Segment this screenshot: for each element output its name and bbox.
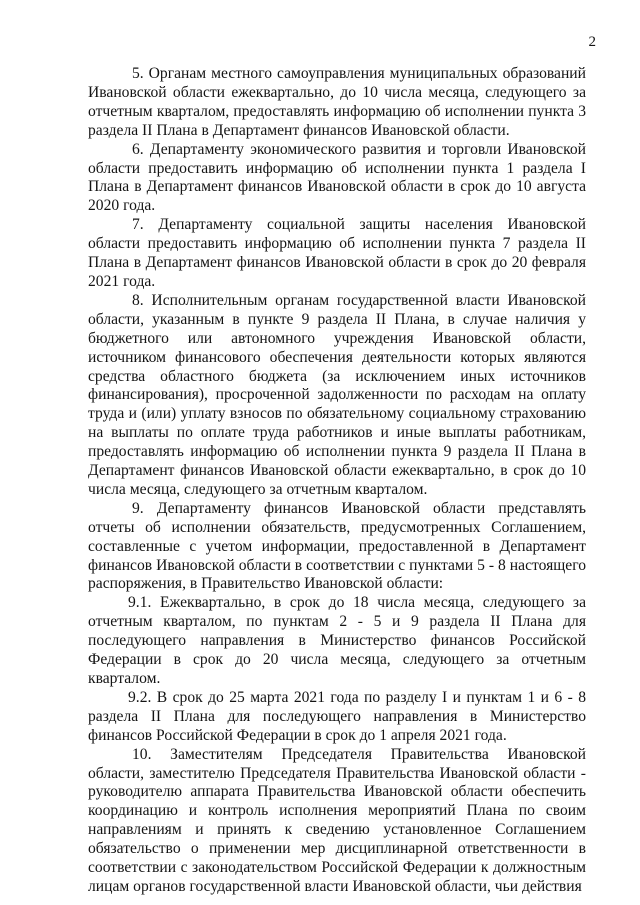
paragraph-9-1: 9.1. Ежеквартально, в срок до 18 числа месяца, следующего за отчетным кварталом, по пунктам 2 - 5 и 9 раздела II Плана для последующего направления в Министерство финансов Российской Федерации в срок до 20 числа месяца, следующего за отчетным кварталом. bbox=[88, 594, 586, 687]
paragraph-7: 7. Департаменту социальной защиты населения Ивановской области предоставить информацию об исполнении пункта 7 раздела II Плана в Департамент финансов Ивановской области в срок до 20 февраля 2021 года. bbox=[88, 216, 586, 290]
paragraph-8: 8. Исполнительным органам государственной власти Ивановской области, указанным в пункте 9 раздела II Плана, в случае наличия у бюджетного или автономного учреждения Ивановской области, источником финансового обеспечения деятельности которых являются средства областного бюджета (за исключением иных источников финансирования), просроченной задолженности по расходам на оплату труда и (или) уплату взносов по обязательному социальному страхованию на выплаты по оплате труда работников и иные выплаты работникам, предоставлять информацию об исполнении пункта 9 раздела II Плана в Департамент финансов Ивановской области ежеквартально, в срок до 10 числа месяца, следующего за отчетным кварталом. bbox=[88, 291, 586, 498]
paragraph-5: 5. Органам местного самоуправления муниципальных образований Ивановской области ежеквартально, до 10 числа месяца, следующего за отчетным кварталом, предоставлять информацию об исполнении пункта 3 раздела II Плана в Департамент финансов Ивановской области. bbox=[88, 65, 586, 139]
paragraph-9: 9. Департаменту финансов Ивановской области представлять отчеты об исполнении обязательств, предусмотренных Соглашением, составленные с учетом информации, предоставленной в Департамент финансов Ивановской области в соответствии с пунктами 5 - 8 настоящего распоряжения, в Правительство Ивановской области: bbox=[88, 499, 586, 593]
document-body bbox=[88, 65, 586, 897]
paragraph-6: 6. Департаменту экономического развития и торговли Ивановской области предоставить информацию об исполнении пункта 1 раздела I Плана в Департамент финансов Ивановской области в срок до 10 августа 2020 года. bbox=[88, 140, 586, 215]
page-number: 2 bbox=[588, 34, 596, 50]
paragraph-10: 10. Заместителям Председателя Правительства Ивановской области, заместителю Председателя Правительства Ивановской области - руководителю аппарата Правительства Ивановской области обеспечить координацию и контроль исполнения мероприятий Плана по своим направлениям и принять к сведению установленное Соглашением обязательство о применении мер дисциплинарной ответственности в соответствии с законодательством Российской Федерации к должностным лицам органов государственной власти Ивановской области, чьи действия bbox=[88, 745, 586, 895]
paragraph-9-2: 9.2. В срок до 25 марта 2021 года по разделу I и пунктам 1 и 6 - 8 раздела II Плана для последующего направления в Министерство финансов Российской Федерации в срок до 1 апреля 2021 года. bbox=[88, 688, 586, 744]
